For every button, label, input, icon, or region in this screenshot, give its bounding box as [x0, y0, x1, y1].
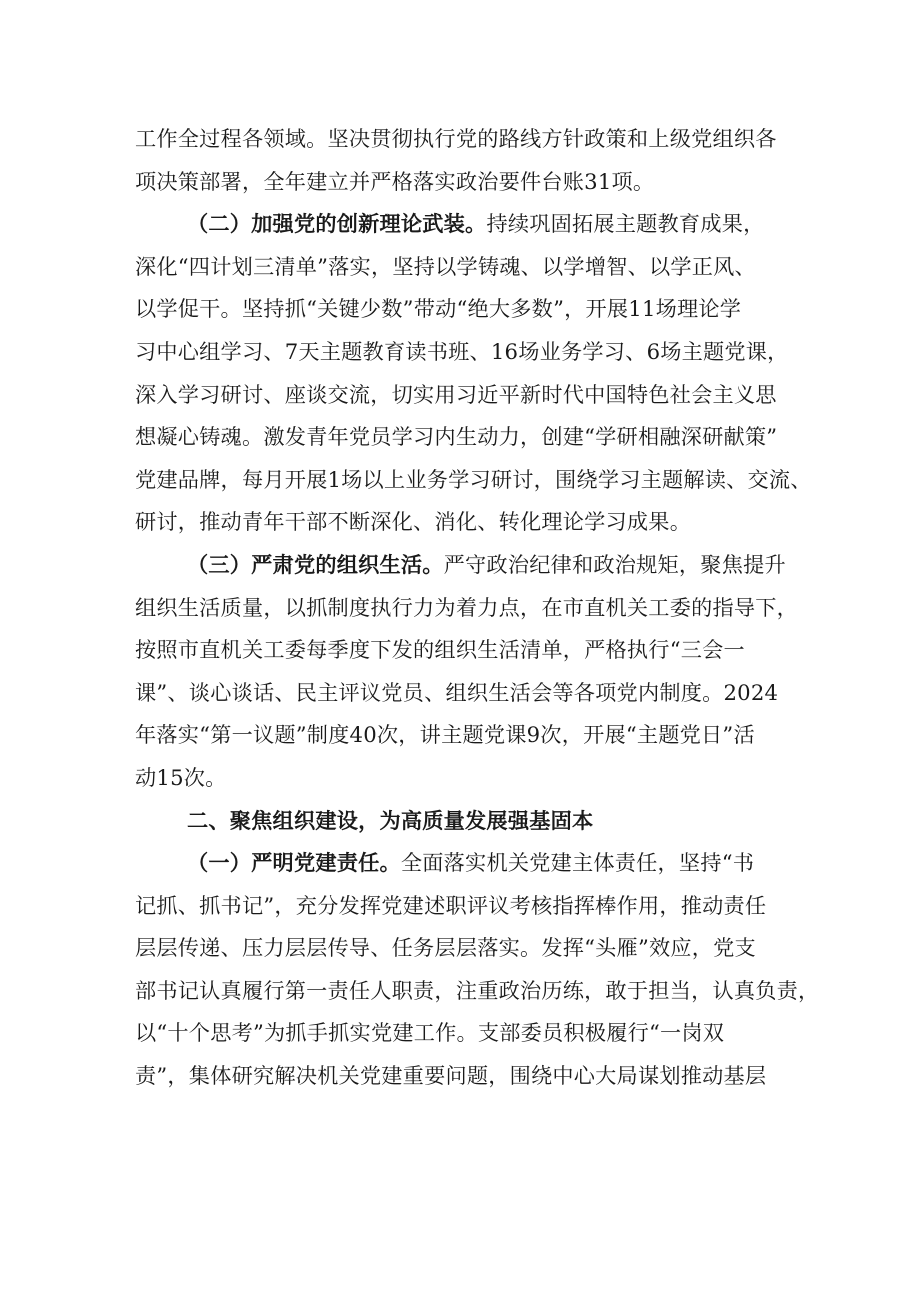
text-line	[135, 203, 785, 246]
text-line: 课”、谈心谈话、民主评议党员、组织生活会等各项党内制度。2024	[135, 679, 779, 705]
text-line: 党建品牌，每月开展1场以上业务学习研讨，围绕学习主题解读、交流、	[135, 466, 812, 492]
text-line: 记抓、抓书记”，充分发挥党建述职评议考核指挥棒作用，推动责任	[135, 892, 767, 918]
text-line: 深入学习研讨、座谈交流，切实用习近平新时代中国特色社会主义思	[135, 381, 777, 407]
text-fragment: 全面落实机关党建主体责任，坚持“书	[400, 850, 755, 876]
section-heading: 二、聚焦组织建设，为高质量发展强基固本	[187, 807, 594, 833]
paragraph	[135, 203, 812, 544]
text-line: 工作全过程各领域。坚决贯彻执行党的路线方针政策和上级党组织各	[135, 126, 777, 151]
text-line: 研讨，推动青年干部不断深化、消化、转化理论学习成果。	[135, 509, 692, 535]
paragraph-lead-heading: （三）严肃党的组织生活。	[187, 551, 444, 577]
section-heading-block	[135, 800, 785, 843]
paragraph-lead-heading: （二）加强党的创新理论武装。	[187, 211, 487, 237]
text-line: 责”，集体研究解决机关党建重要问题，围绕中心大局谋划推动基层	[135, 1063, 767, 1089]
text-line: 想凝心铸魂。激发青年党员学习内生动力，创建“学研相融深研献策”	[135, 424, 778, 450]
paragraph	[135, 544, 799, 800]
text-line: 部书记认真履行第一责任人职责，注重政治历练，敢于担当，认真负责，	[135, 977, 820, 1003]
text-line: 以学促干。坚持抓“关键少数”带动“绝大多数”，开展11场理论学	[135, 296, 742, 322]
text-line	[135, 842, 785, 885]
document-body	[135, 118, 820, 1098]
text-line: 习中心组学习、7天主题教育读书班、16场业务学习、6场主题党课，	[135, 338, 789, 364]
text-line: 深化“四计划三清单”落实，坚持以学铸魂、以学增智、以学正风、	[135, 253, 756, 279]
text-line: 组织生活质量，以抓制度执行力为着力点，在市直机关工委的指导下，	[135, 594, 799, 620]
text-line	[135, 544, 785, 587]
text-line: 按照市直机关工委每季度下发的组织生活清单，严格执行“三会一	[135, 637, 745, 663]
paragraph	[135, 842, 820, 1098]
text-fragment: 严守政治纪律和政治规矩，聚焦提升	[443, 551, 786, 577]
text-line: 年落实“第一议题”制度40次，讲主题党课9次，开展“主题党日”活	[135, 722, 755, 748]
text-line: 项决策部署，全年建立并严格落实政治要件台账31项。	[135, 168, 655, 194]
text-line: 动15次。	[135, 764, 227, 790]
paragraph-lead-heading: （一）严明党建责任。	[187, 850, 401, 876]
text-fragment: 持续巩固拓展主题教育成果，	[486, 211, 765, 237]
text-line: 以“十个思考”为抓手抓实党建工作。支部委员积极履行“一岗双	[135, 1020, 725, 1046]
text-line: 层层传递、压力层层传导、任务层层落实。发挥“头雁”效应，党支	[135, 935, 756, 961]
paragraph	[135, 118, 785, 203]
